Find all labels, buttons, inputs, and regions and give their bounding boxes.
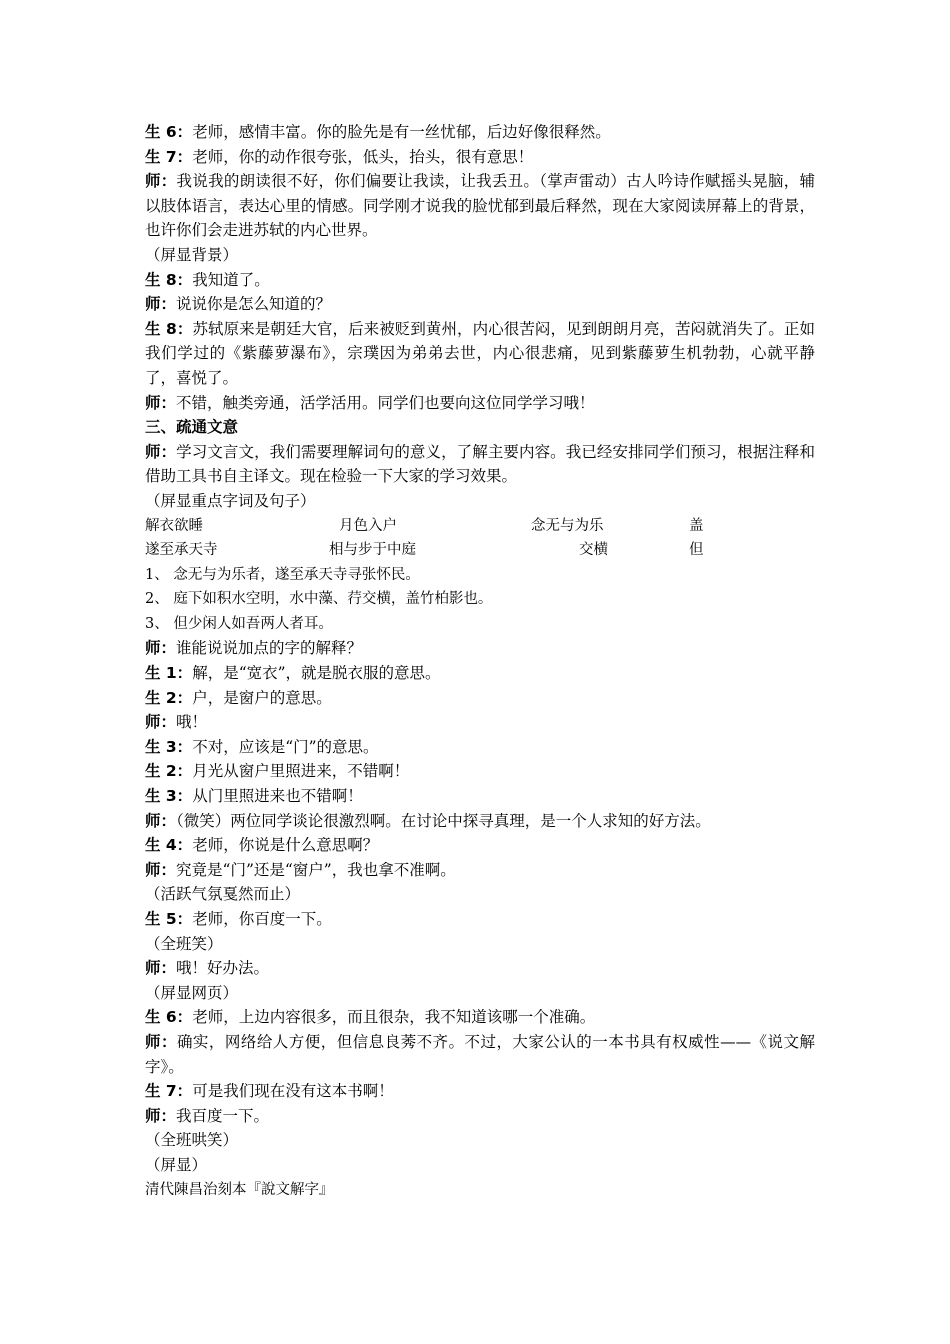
speaker-label: 生 5： (145, 910, 193, 928)
speaker-label: 师： (145, 442, 177, 461)
speaker-label: 师： (145, 1032, 177, 1051)
speaker-label: 生 1： (145, 664, 193, 683)
dialogue-text: 老师，上边内容很多，而且很杂，我不知道该哪一个准确。 (192, 1008, 596, 1027)
dialogue-text: 解，是“宽衣”，就是脱衣服的意思。 (192, 664, 441, 683)
stage-direction-text: （全班笑） (145, 934, 223, 953)
speaker-label: 师： (145, 393, 177, 412)
document-page (145, 120, 815, 1202)
dialogue-line (145, 686, 815, 711)
speaker-label: 生 7： (145, 1082, 193, 1101)
key-word: 月色入户 (339, 517, 397, 534)
stage-direction (145, 489, 815, 514)
dialogue-line (145, 636, 815, 661)
final-line: 清代陳昌治刻本『說文解字』 (145, 1181, 334, 1198)
dialogue-line (145, 292, 815, 317)
stage-direction (145, 243, 815, 268)
dialogue-text: 确实，网络给人方便，但信息良莠不齐。不过，大家公认的一本书具有权威性——《说文解字》。 (145, 1032, 815, 1076)
dialogue-text: 谁能说说加点的字的解释？ (176, 639, 363, 658)
dialogue-line (145, 809, 815, 834)
speaker-label: 生 2： (145, 688, 193, 707)
dialogue-line (145, 858, 815, 883)
speaker-label: 生 6： (145, 1008, 193, 1027)
dialogue-line (145, 710, 815, 735)
dialogue-line (145, 1030, 815, 1079)
stage-direction-text: （屏显） (145, 1155, 208, 1174)
dialogue-text: 不错，触类旁通，活学活用。同学们也要向这位同学学习哦！ (176, 393, 595, 412)
dialogue-line (145, 440, 815, 489)
stage-direction-text: （屏显背景） (145, 245, 239, 264)
speaker-label: 师： (145, 860, 177, 879)
key-word: 相与步于中庭 (329, 542, 416, 559)
dialogue-text: 老师，感情丰富。你的脸先是有一丝忧郁，后边好像很释然。 (192, 123, 611, 141)
speaker-label: 生 3： (145, 737, 193, 756)
key-sentence: 3、 但少闲人如吾两人者耳。 (145, 615, 333, 632)
dialogue-text: 哦！ (176, 713, 208, 732)
key-words-row (145, 514, 815, 539)
stage-direction-text: （活跃气氛戛然而止） (145, 885, 301, 904)
stage-direction-text: （屏显网页） (145, 983, 239, 1002)
dialogue-text: 可是我们现在没有这本书啊！ (192, 1082, 394, 1101)
dialogue-line (145, 145, 815, 170)
dialogue-line (145, 784, 815, 809)
dialogue-text: 我知道了。 (192, 270, 270, 289)
dialogue-text: 月光从窗户里照进来，不错啊！ (192, 762, 410, 781)
dialogue-line (145, 907, 815, 932)
dialogue-text: 学习文言文，我们需要理解词句的意义，了解主要内容。我已经安排同学们预习，根据注释和借助工具书自主译文。现在检验一下大家的学习效果。 (145, 442, 815, 486)
dialogue-line (145, 735, 815, 760)
dialogue-text: 老师，你说是什么意思啊？ (192, 836, 379, 855)
speaker-label: 生 4： (145, 836, 193, 855)
dialogue-line (145, 759, 815, 784)
speaker-label: 生 8： (145, 270, 193, 289)
dialogue-line (145, 1104, 815, 1129)
dialogue-text: 户，是窗户的意思。 (192, 688, 332, 707)
dialogue-text: （微笑）两位同学谈论很激烈啊。在讨论中探寻真理，是一个人求知的好方法。 (176, 811, 711, 830)
stage-direction-text: （全班哄笑） (145, 1131, 239, 1150)
key-word: 解衣欲睡 (145, 517, 203, 534)
stage-direction-text: （屏显重点字词及句子） (145, 491, 316, 510)
dialogue-line (145, 956, 815, 981)
stage-direction (145, 882, 815, 907)
stage-direction (145, 932, 815, 957)
dialogue-text: 老师，你百度一下。 (192, 910, 332, 928)
key-sentence: 2、 庭下如积水空明，水中藻、荇交横，盖竹柏影也。 (145, 591, 493, 608)
speaker-label: 生 6： (145, 123, 193, 141)
stage-direction (145, 981, 815, 1006)
dialogue-line (145, 391, 815, 416)
dialogue-text: 不对，应该是“门”的意思。 (192, 737, 379, 756)
key-word: 交横 (579, 542, 608, 559)
dialogue-line (145, 1079, 815, 1104)
key-word: 盖 (689, 517, 704, 534)
speaker-label: 师： (145, 713, 177, 732)
key-word: 念无与为乐 (531, 517, 604, 534)
dialogue-line (145, 317, 815, 391)
dialogue-text: 我百度一下。 (176, 1106, 270, 1125)
dialogue-line (145, 268, 815, 293)
stage-direction (145, 1128, 815, 1153)
dialogue-line (145, 661, 815, 686)
speaker-label: 生 2： (145, 762, 193, 781)
key-word: 但 (689, 542, 704, 559)
speaker-label: 师： (145, 295, 177, 314)
dialogue-line (145, 1005, 815, 1030)
speaker-label: 生 7： (145, 147, 193, 166)
key-word: 遂至承天寺 (145, 542, 218, 559)
stage-direction (145, 1153, 815, 1178)
dialogue-text: 哦！好办法。 (176, 959, 270, 978)
key-words-row (145, 538, 815, 563)
speaker-label: 生 3： (145, 787, 193, 806)
dialogue-text: 从门里照进来也不错啊！ (192, 787, 363, 806)
dialogue-line (145, 169, 815, 243)
speaker-label: 师： (145, 1106, 177, 1125)
dialogue-text: 究竟是“门”还是“窗户”，我也拿不准啊。 (176, 860, 456, 879)
dialogue-line (145, 833, 815, 858)
speaker-label: 生 8： (145, 319, 193, 338)
dialogue-text: 我说我的朗读很不好，你们偏要让我读，让我丢丑。（掌声雷动）古人吟诗作赋摇头晃脑，辅以肢体语言，表达心里的情感。同学刚才说我的脸忧郁到最后释然，现在大家阅读屏幕上的背景，也许你们会走进苏轼的内心世界。 (145, 172, 815, 240)
speaker-label: 师： (145, 639, 177, 658)
key-sentence: 1、 念无与为乐者，遂至承天寺寻张怀民。 (145, 566, 420, 583)
speaker-label: 师： (145, 959, 177, 978)
dialogue-text: 苏轼原来是朝廷大官，后来被贬到黄州，内心很苦闷，见到朗朗月亮，苦闷就消失了。正如我们学过的《紫藤萝瀑布》，宗璞因为弟弟去世，内心很悲痛，见到紫藤萝生机勃勃，心就平静了，喜悦了。 (145, 319, 815, 387)
dialogue-line (145, 120, 815, 145)
section-heading: 三、疏通文意 (145, 418, 239, 437)
speaker-label: 师： (145, 172, 177, 191)
dialogue-text: 说说你是怎么知道的？ (176, 295, 332, 314)
dialogue-text: 老师，你的动作很夸张，低头，抬头，很有意思！ (192, 147, 534, 166)
speaker-label: 师： (145, 811, 177, 830)
